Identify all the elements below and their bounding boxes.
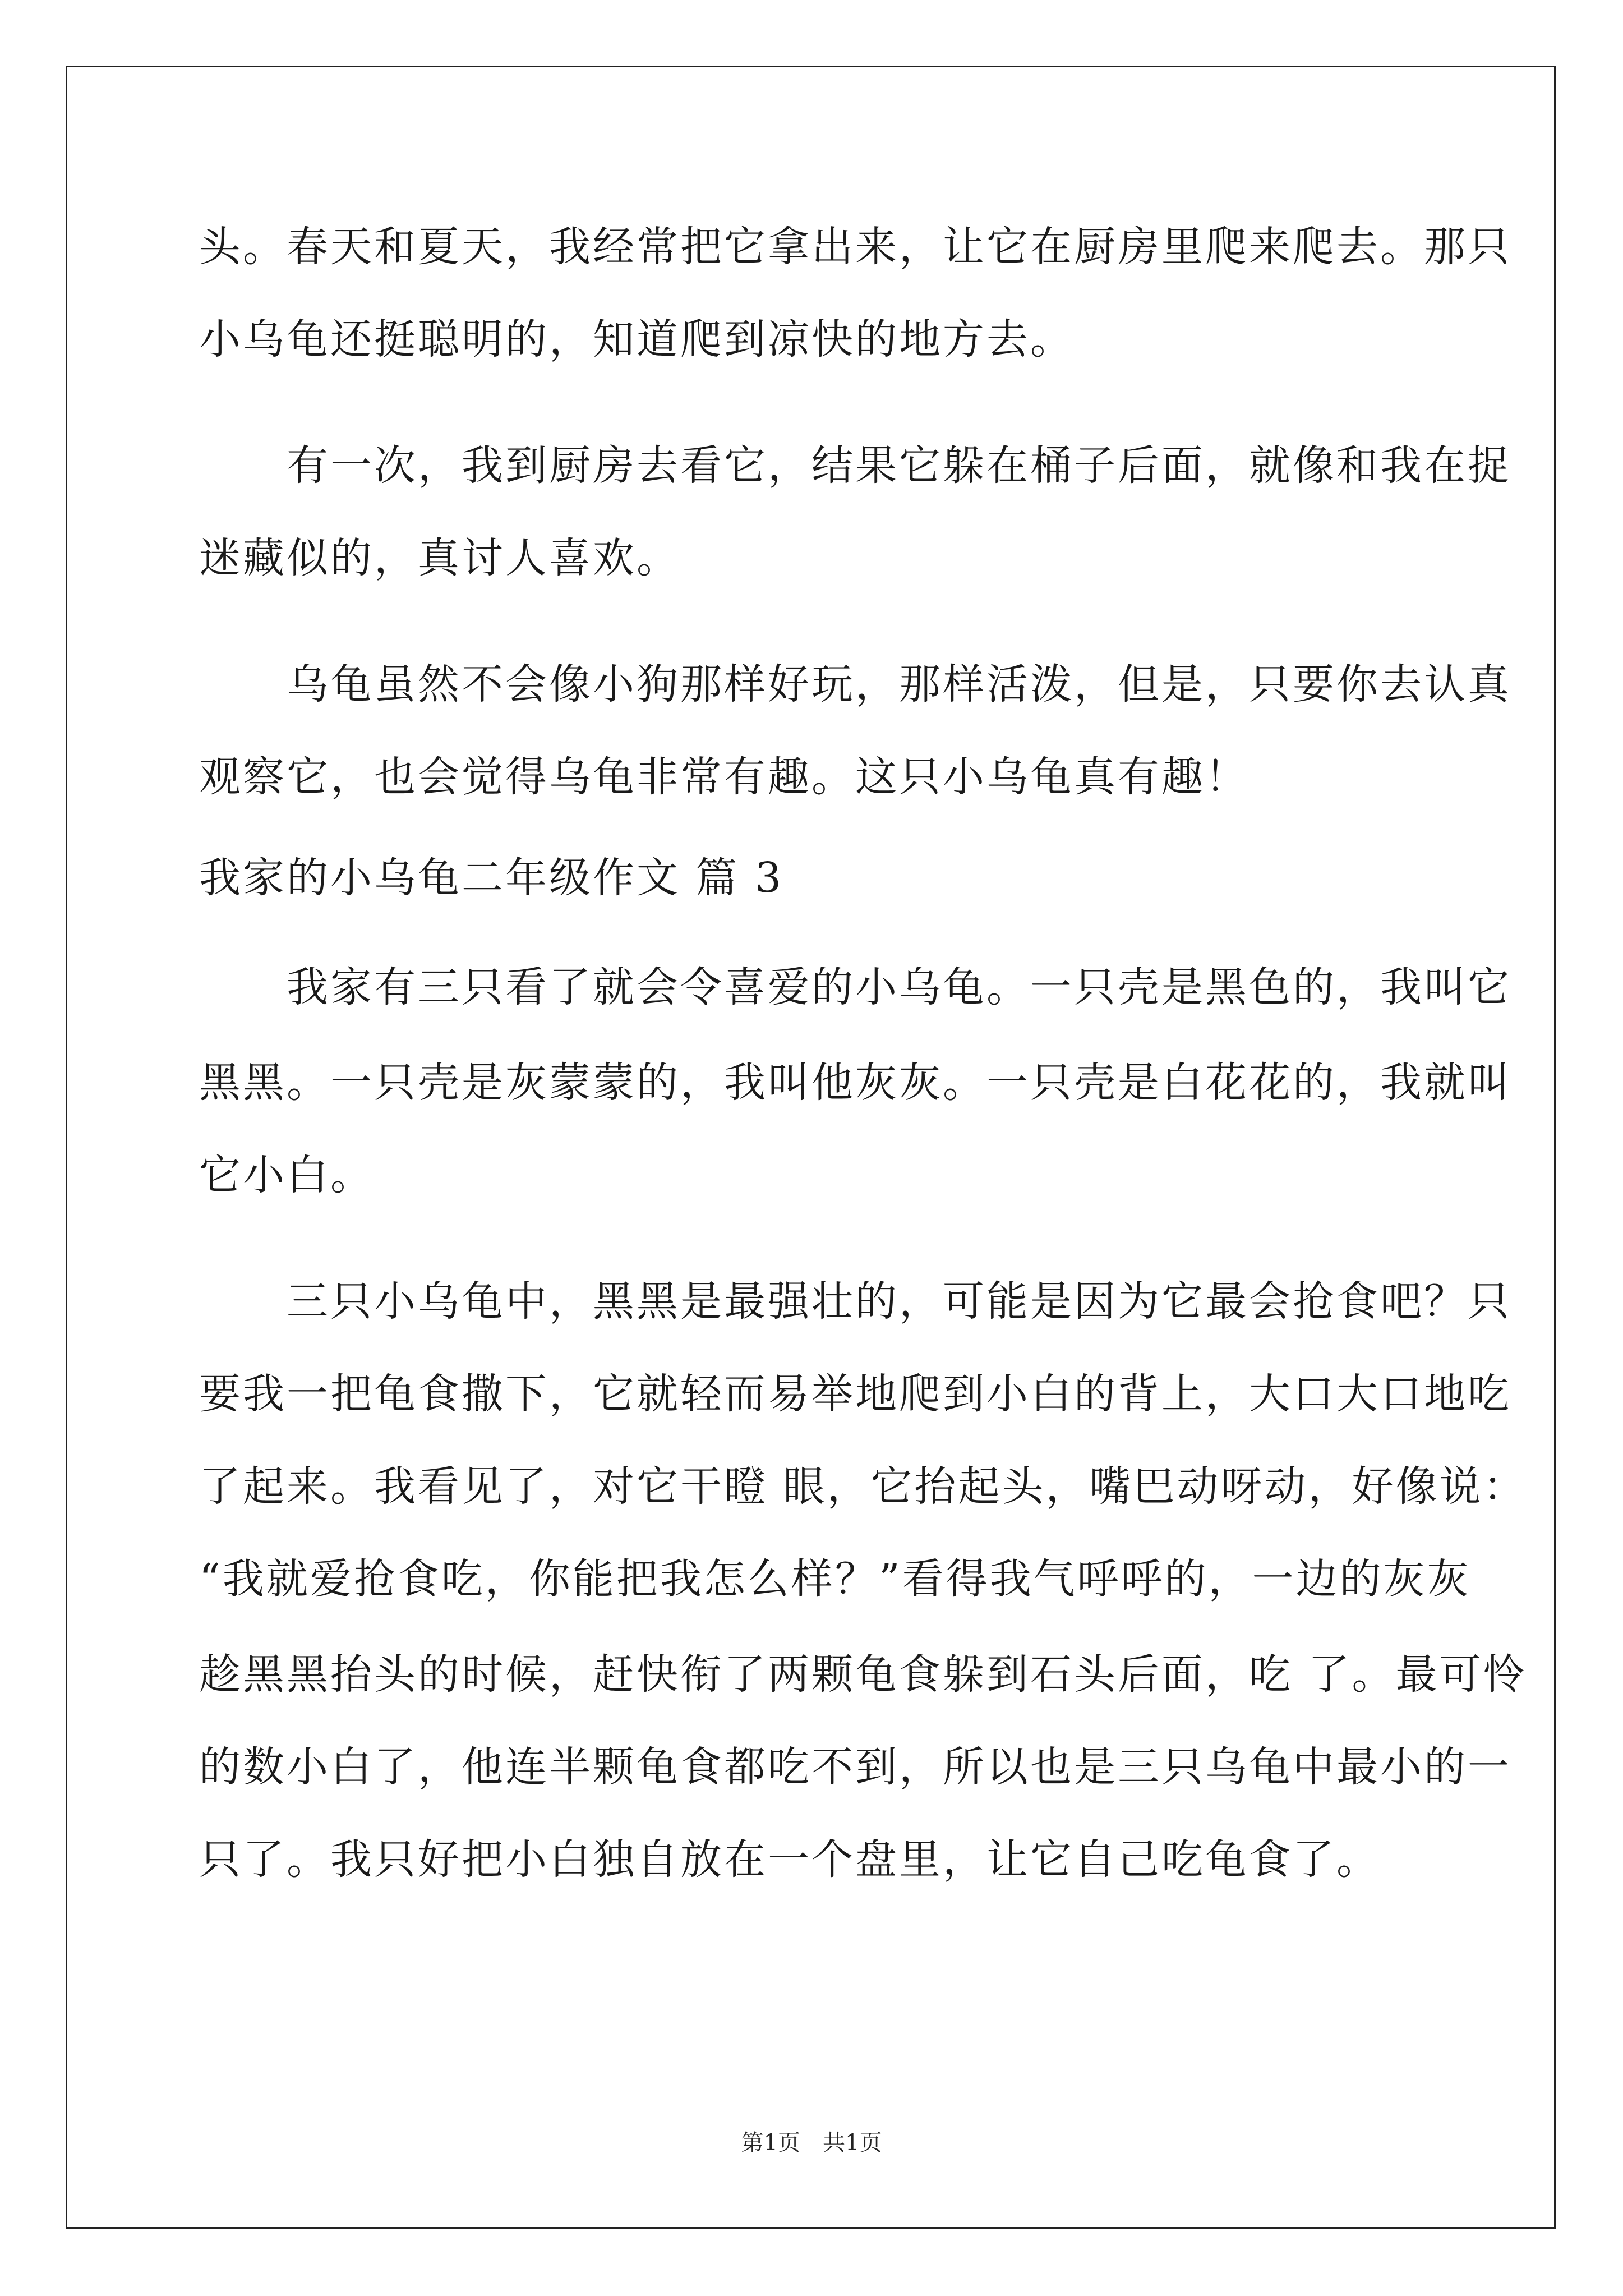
text-line: 我家有三只看了就会令喜爱的小乌龟。一只壳是黑色的，我叫它: [199, 963, 1511, 1011]
text-line: 观察它，也会觉得乌龟非常有趣。这只小乌龟真有趣！: [199, 753, 1249, 801]
text-line: 趁黑黑抬头的时候，赶快衔了两颗龟食躲到石头后面，吃 了。最可怜: [199, 1650, 1527, 1699]
text-line: 三只小乌龟中，黑黑是最强壮的，可能是因为它最会抢食吧？只: [199, 1277, 1511, 1326]
text-line: 只了。我只好把小白独自放在一个盘里，让它自己吃龟食了。: [199, 1835, 1380, 1884]
text-line: 迷藏似的，真讨人喜欢。: [199, 534, 680, 582]
text-line: 它小白。: [199, 1151, 374, 1199]
text-line: 头。春天和夏天，我经常把它拿出来，让它在厨房里爬来爬去。那只: [199, 223, 1511, 271]
text-line: 乌龟虽然不会像小狗那样好玩，那样活泼，但是，只要你去认真: [199, 660, 1511, 708]
text-line: 要我一把龟食撒下，它就轻而易举地爬到小白的背上，大口大口地吃: [199, 1370, 1511, 1418]
text-line: 了起来。我看见了，对它干瞪 眼，它抬起头，嘴巴动呀动，好像说：: [199, 1462, 1527, 1511]
text-line: 有一次，我到厨房去看它，结果它躲在桶子后面，就像和我在捉: [199, 441, 1511, 490]
text-line: 的数小白了，他连半颗龟食都吃不到，所以也是三只乌龟中最小的一: [199, 1743, 1511, 1791]
text-line: 黑黑。一只壳是灰蒙蒙的，我叫他灰灰。一只壳是白花花的，我就叫: [199, 1059, 1511, 1107]
text-line: “我就爱抢食吃，你能把我怎么样？”看得我气呼呼的，一边的灰灰: [199, 1555, 1471, 1603]
page-footer: 第1页 共1页: [741, 2130, 882, 2156]
section-heading: 我家的小乌龟二年级作文 篇 3: [199, 854, 784, 902]
text-line: 小乌龟还挺聪明的，知道爬到凉快的地方去。: [199, 315, 1074, 364]
